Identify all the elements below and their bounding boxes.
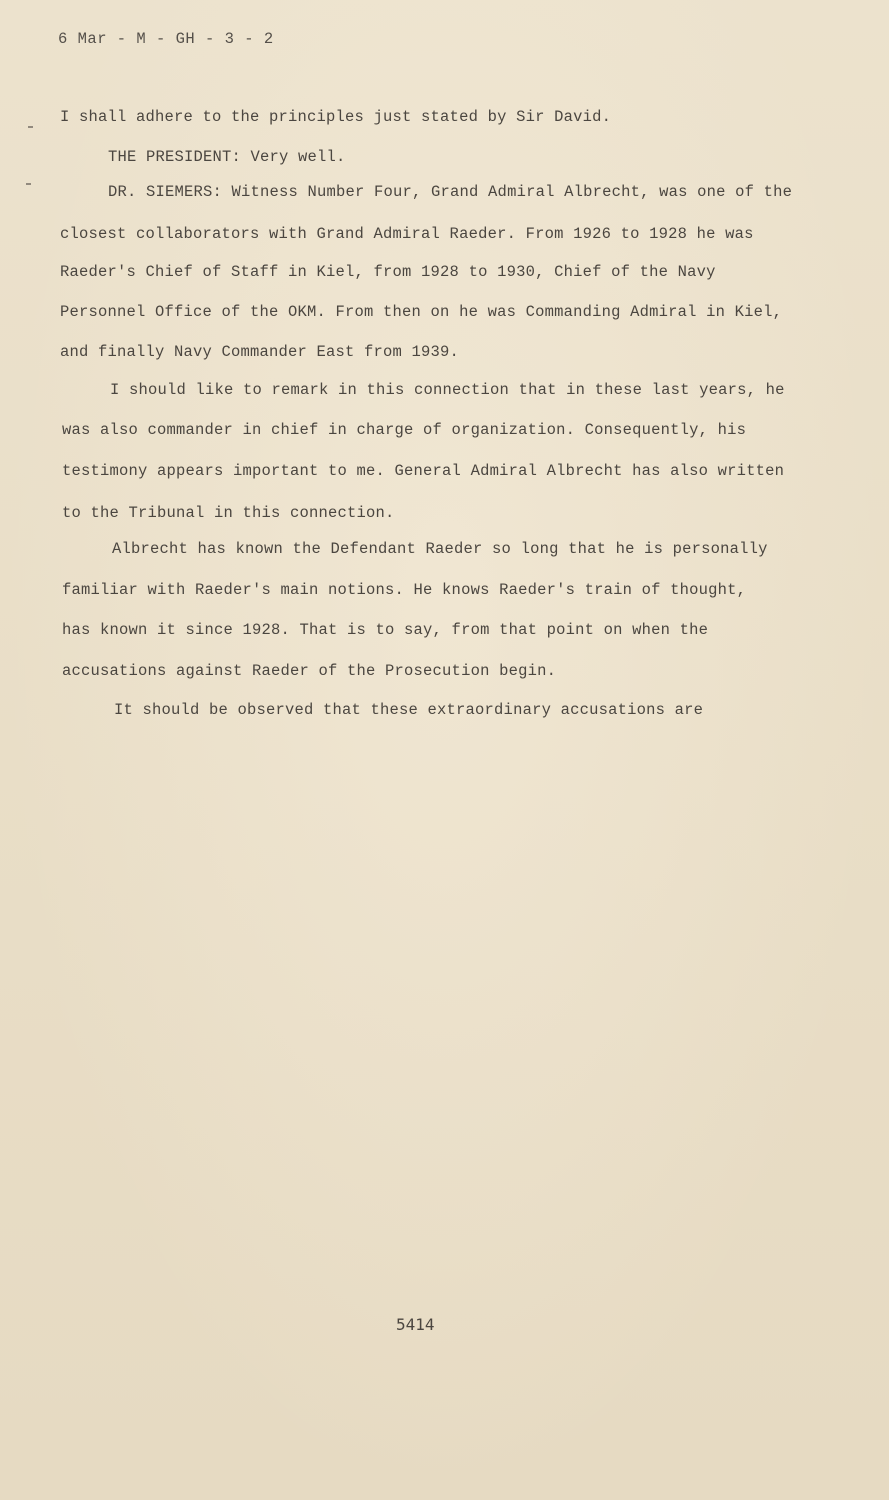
text-line: has known it since 1928. That is to say, from that point on when the xyxy=(62,621,709,639)
text-line: accusations against Raeder of the Prosecution begin. xyxy=(62,662,557,680)
text-line: and finally Navy Commander East from 1939. xyxy=(60,343,460,361)
text-line: It should be observed that these extraordinary accusations are xyxy=(114,701,704,719)
text-line: DR. SIEMERS: Witness Number Four, Grand Admiral Albrecht, was one of the xyxy=(108,183,793,201)
text-line: Albrecht has known the Defendant Raeder so long that he is personally xyxy=(112,540,768,558)
text-line: Raeder's Chief of Staff in Kiel, from 1928 to 1930, Chief of the Navy xyxy=(60,263,716,281)
text-line: THE PRESIDENT: Very well. xyxy=(108,148,346,166)
margin-mark xyxy=(26,183,31,185)
text-line: closest collaborators with Grand Admiral Raeder. From 1926 to 1928 he was xyxy=(60,225,754,243)
text-line: Personnel Office of the OKM. From then on he was Commanding Admiral in Kiel, xyxy=(60,303,783,321)
text-line: testimony appears important to me. General Admiral Albrecht has also written xyxy=(62,462,785,480)
text-line: was also commander in chief in charge of organization. Consequently, his xyxy=(62,421,747,439)
text-line: to the Tribunal in this connection. xyxy=(62,504,395,522)
text-line: I shall adhere to the principles just stated by Sir David. xyxy=(60,108,612,126)
text-line: familiar with Raeder's main notions. He knows Raeder's train of thought, xyxy=(62,581,747,599)
page-number: 5414 xyxy=(396,1315,435,1334)
document-header-code: 6 Mar - M - GH - 3 - 2 xyxy=(58,30,274,48)
text-line: I should like to remark in this connection that in these last years, he xyxy=(110,381,785,399)
margin-mark xyxy=(28,126,33,128)
